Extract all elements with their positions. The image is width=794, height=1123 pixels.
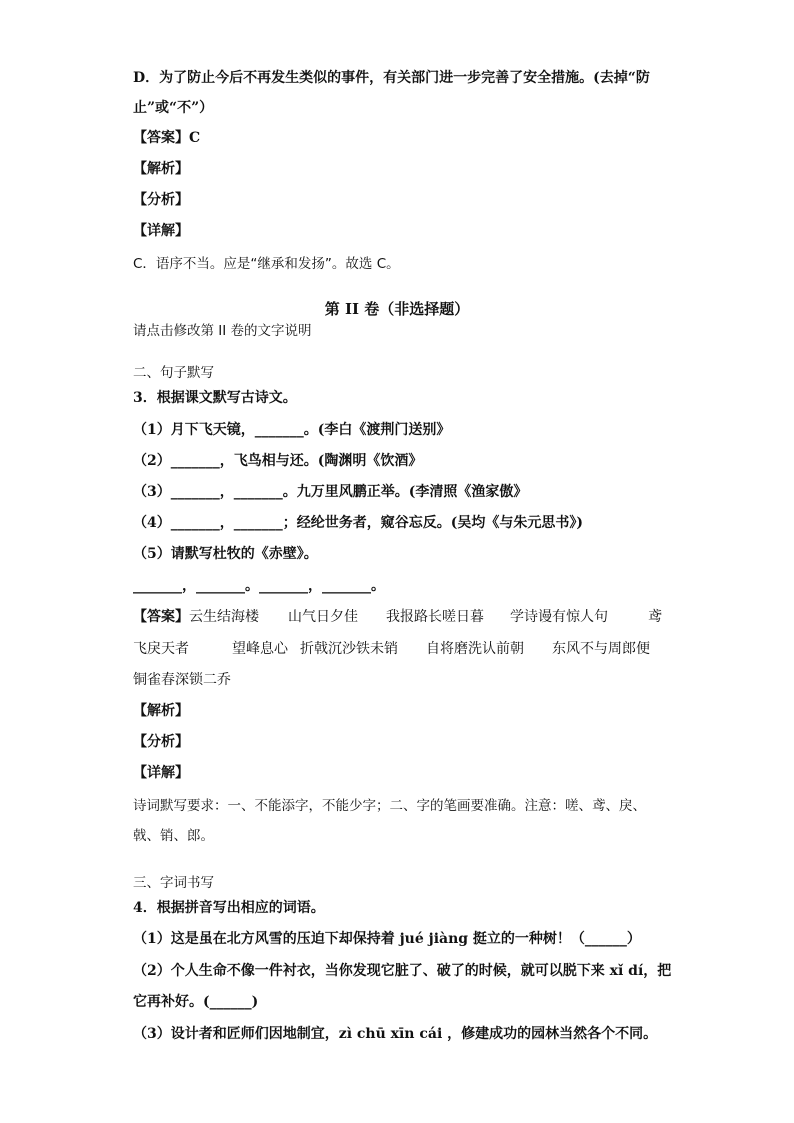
q4-item-2-line-1: （2）个人生命不像一件衬衣，当你发现它脏了、破了的时候，就可以脱下来 xǐ dí，把 (133, 963, 672, 979)
q4-item-3: （3）设计者和匠师们因地制宜，zì chū xīn cái ，修建成功的园林当然各个不同。 (133, 1026, 658, 1042)
q3-answer-label: 【答案】 (133, 609, 189, 625)
part2-note: 请点击修改第 II 卷的文字说明 (133, 323, 312, 339)
answer-item: 铜雀春深锁二乔 (133, 672, 231, 688)
q2-analysis-label: 【解析】 (133, 161, 189, 177)
q4-item-1: （1）这是虽在北方风雪的压迫下却保持着 jué jiàng 挺立的一种树！（______） (133, 931, 641, 947)
q3-explanation-line-2: 戟、销、郎。 (133, 828, 214, 844)
q2-answer: 【答案】C (133, 130, 201, 146)
option-d-line-2: 止”或“不”） (133, 100, 214, 116)
answer-item: 自将磨洗认前朝 (426, 641, 524, 657)
answer-item: 云生结海楼 (189, 609, 259, 625)
q3-explanation-line-1: 诗词默写要求：一、不能添字，不能少字；二、字的笔画要准确。注意：嗟、鸢、戾、 (133, 798, 646, 814)
q2-detail-label: 【详解】 (133, 223, 189, 239)
q3-title: 3．根据课文默写古诗文。 (133, 390, 297, 406)
answer-item: 飞戾天者 (133, 641, 189, 657)
q3-analysis-label: 【解析】 (133, 703, 189, 719)
q2-fenxi-label: 【分析】 (133, 192, 189, 208)
answer-item: 学诗谩有惊人句 (510, 609, 608, 625)
q2-explanation: C．语序不当。应是“继承和发扬”。故选 C。 (133, 256, 400, 272)
answer-item: 山气日夕佳 (288, 609, 358, 625)
section-3-heading: 三、字词书写 (133, 875, 214, 891)
answer-item: 望峰息心 (232, 641, 288, 657)
part2-title: 第 II 卷（非选择题） (324, 300, 470, 318)
q3-item-1: （1）月下飞天镜，_______。(李白《渡荆门送别》 (133, 422, 451, 438)
q3-item-2: （2）_______，飞鸟相与还。(陶渊明《饮酒》 (133, 453, 423, 469)
section-2-heading: 二、句子默写 (133, 365, 214, 381)
answer-item: 折戟沉沙铁未销 (300, 641, 398, 657)
q4-item-2-line-2: 它再补好。(______) (133, 994, 259, 1010)
q3-detail-label: 【详解】 (133, 765, 189, 781)
q3-fenxi-label: 【分析】 (133, 734, 189, 750)
q3-item-5-blanks: _______，_______。_______，_______。 (133, 578, 385, 594)
answer-item: 我报路长嗟日暮 (386, 609, 484, 625)
answer-item: 东风不与周郎便 (552, 641, 650, 657)
q4-title: 4．根据拼音写出相应的词语。 (133, 900, 325, 916)
q3-item-4: （4）_______，_______；经纶世务者，窥谷忘反。(吴均《与朱元思书》) (133, 515, 583, 531)
q3-item-5: （5）请默写杜牧的《赤壁》。 (133, 546, 318, 562)
option-d-line-1: D．为了防止今后不再发生类似的事件，有关部门进一步完善了安全措施。(去掉“防 (133, 70, 650, 86)
q3-item-3: （3）_______，_______。九万里风鹏正举。(李清照《渔家傲》 (133, 484, 528, 500)
answer-item: 鸢 (648, 609, 662, 625)
